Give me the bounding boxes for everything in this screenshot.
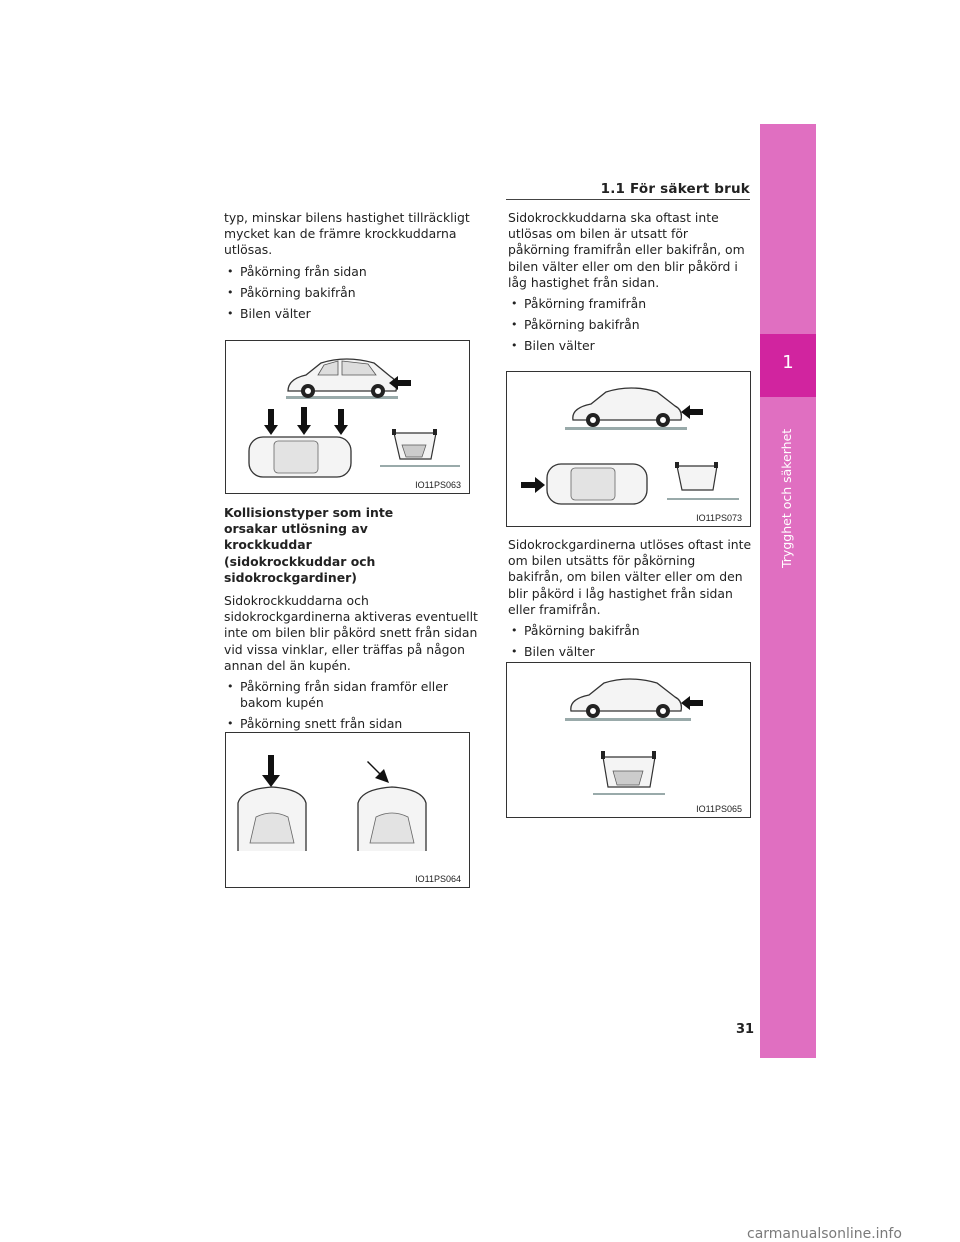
header-divider: [506, 199, 750, 200]
curtain-airbag-paragraph: Sidokrockgardinerna utlöses oftast inte om bilen utsätts för påkörning bakifrån, om bilen välter eller om den blir påkörd i låg hastighet från sidan eller framifrån.: [508, 537, 752, 617]
car-illustration: [507, 372, 750, 526]
bullet-item: • Påkörning snett från sidan: [224, 716, 479, 732]
bullet-item: • Påkörning från sidan framför eller bakom kupén: [224, 679, 479, 711]
chapter-number: 1: [782, 352, 794, 373]
figure-frontal-rear-rollover: [506, 371, 751, 527]
left-section-block: [224, 505, 479, 733]
figure-side-impact: [225, 340, 470, 494]
intro-paragraph: typ, minskar bilens hastighet tillräckligt mycket kan de främre krockkuddarna utlösas.: [224, 210, 470, 258]
figure-rear-rollover: [506, 662, 751, 818]
right-intro-block: [508, 210, 752, 355]
car-illustration: [507, 663, 750, 817]
car-illustration: [226, 341, 469, 493]
chapter-label-text: Trygghet och säkerhet: [779, 428, 794, 568]
bullet-item: • Bilen välter: [224, 306, 476, 322]
bullet-item: • Påkörning från sidan: [224, 264, 476, 280]
bullet-item: • Påkörning bakifrån: [508, 623, 752, 639]
figure-code: IO11PS064: [415, 874, 461, 884]
section-paragraph: Sidokrockkuddarna och sidokrockgardinerna aktiveras eventuellt inte om bilen blir påkörd snett från sidan vid vissa vinklar, eller träffas på någon annan del än kupén.: [224, 593, 478, 673]
bullet-item: • Bilen välter: [508, 644, 752, 660]
bullet-item: • Påkörning bakifrån: [224, 285, 476, 301]
page-number: 31: [736, 1022, 755, 1037]
section-heading: Kollisionstyper som inte orsakar utlösning av krockkuddar (sidokrockkuddar och sidokrockgardiner): [224, 505, 394, 585]
bullet-item: • Bilen välter: [508, 338, 752, 354]
figure-code: IO11PS063: [415, 480, 461, 490]
bullet-item: • Påkörning bakifrån: [508, 317, 752, 333]
left-intro-block: [224, 210, 476, 322]
side-airbag-paragraph: Sidokrockkuddarna ska oftast inte utlösas om bilen är utsatt för påkörning framifrån eller bakifrån, om bilen välter eller om den blir påkörd i låg hastighet från sidan.: [508, 210, 745, 290]
car-front-illustration: [226, 733, 469, 887]
chapter-label: [779, 408, 799, 568]
bullet-item: • Påkörning framifrån: [508, 296, 752, 312]
figure-code: IO11PS073: [696, 513, 742, 523]
watermark: carmanualsonline.info: [747, 1226, 902, 1242]
chapter-side-tab: [760, 124, 816, 1058]
figure-code: IO11PS065: [696, 804, 742, 814]
figure-front-oblique-impact: [225, 732, 470, 888]
section-title: 1.1 För säkert bruk: [600, 181, 750, 197]
right-curtain-block: [508, 537, 752, 660]
